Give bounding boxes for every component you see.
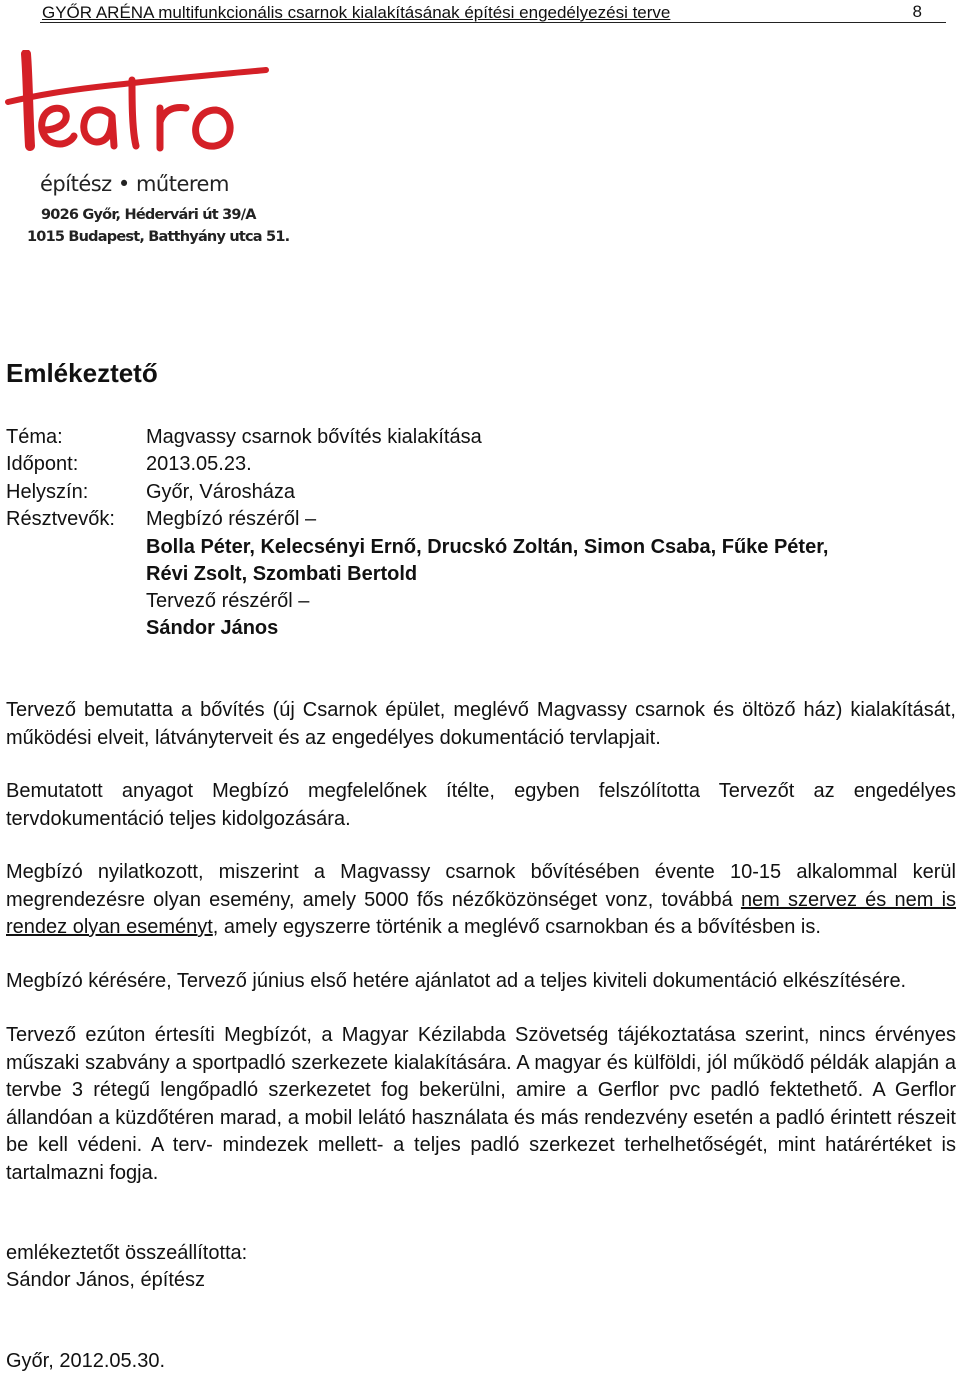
client-statement-underlined: nem szervez és nem is rendez olyan eseményt <box>6 888 957 938</box>
place-date: Győr, 2012.05.30. <box>6 1350 166 1372</box>
client-side-heading: Megbízó részéről – <box>146 508 317 530</box>
place-value: Győr, Városháza <box>146 481 295 503</box>
participants-label: Résztvevők: <box>6 508 115 530</box>
paragraph-offer: Megbízó kérésére, Tervező június első hetére ajánlatot ad a teljes kiviteli dokumentáció elkészítésére. <box>6 970 907 992</box>
place-label: Helyszín: <box>6 481 89 503</box>
signature-label: emlékeztetőt összeállította: <box>6 1242 248 1264</box>
client-statement-text-a: Megbízó nyilatkozott, miszerint a Magvassy csarnok bővítésében évente 10-15 alkalommal kerül megrendezésre olyan esemény, amely 5000 fős nézőközönséget vonz, továbbá <box>6 861 956 911</box>
header-title: GYŐR ARÉNA multifunkcionális csarnok kialakításának építési engedélyezési terve <box>42 3 671 22</box>
time-value: 2013.05.23. <box>146 453 252 475</box>
logo-address-1: 9026 Győr, Hédervári út 39/A <box>41 207 256 223</box>
time-label: Időpont: <box>6 453 79 475</box>
designer-side-heading: Tervező részéről – <box>146 590 310 612</box>
client-names-line-2: Révi Zsolt, Szombati Bertold <box>146 563 418 585</box>
signature-name: Sándor János, építész <box>6 1269 206 1291</box>
logo-address-2: 1015 Budapest, Batthyány utca 51. <box>27 229 290 245</box>
teatro-wordmark-graphic <box>4 50 274 170</box>
page-header <box>40 2 946 23</box>
paragraph-client-statement <box>6 859 956 942</box>
paragraph-presentation: Tervező bemutatta a bővítés (új Csarnok épület, meglévő Magvassy csarnok és öltöző ház) kialakítását, működési elveit, látványterveit és az engedélyes dokumentáció tervlapjait. <box>6 699 956 749</box>
page-number: 8 <box>912 2 922 21</box>
designer-names: Sándor János <box>146 617 279 639</box>
teatro-logo <box>4 50 290 250</box>
document-title: Emlékeztető <box>6 358 158 388</box>
client-statement-text-b: , amely egyszerre történik a meglévő csarnokban és a bővítésben is. <box>212 916 821 938</box>
logo-subtitle: építész • műterem <box>40 172 229 196</box>
topic-label: Téma: <box>6 426 63 448</box>
client-names-line-1: Bolla Péter, Kelecsényi Ernő, Drucskó Zoltán, Simon Csaba, Fűke Péter, <box>146 536 829 558</box>
topic-value: Magvassy csarnok bővítés kialakítása <box>146 426 482 448</box>
paragraph-floor-structure: Tervező ezúton értesíti Megbízót, a Magyar Kézilabda Szövetség tájékoztatása szerint, nincs érvényes műszaki szabvány a sportpadló szerkezete kialakítására. A magyar és külföldi, jól működő példák alapján a tervbe 3 rétegű lengőpadló szerkezetet fog bekerülni, amire a Gerflor pvc padló fektethető. A Gerflor állandóan a küzdőtéren marad, a mobil lelátó használata és más rendezvény esetén a padló érintett részeit be kell védeni. A terv- mindezek mellett- a teljes padló szerkezet terhelhetőségét, mint határértéket is tartalmazni fogja. <box>6 1024 956 1184</box>
paragraph-approval: Bemutatott anyagot Megbízó megfelelőnek ítélte, egyben felszólította Tervezőt az engedélyes tervdokumentáció teljes kidolgozására. <box>6 780 956 830</box>
